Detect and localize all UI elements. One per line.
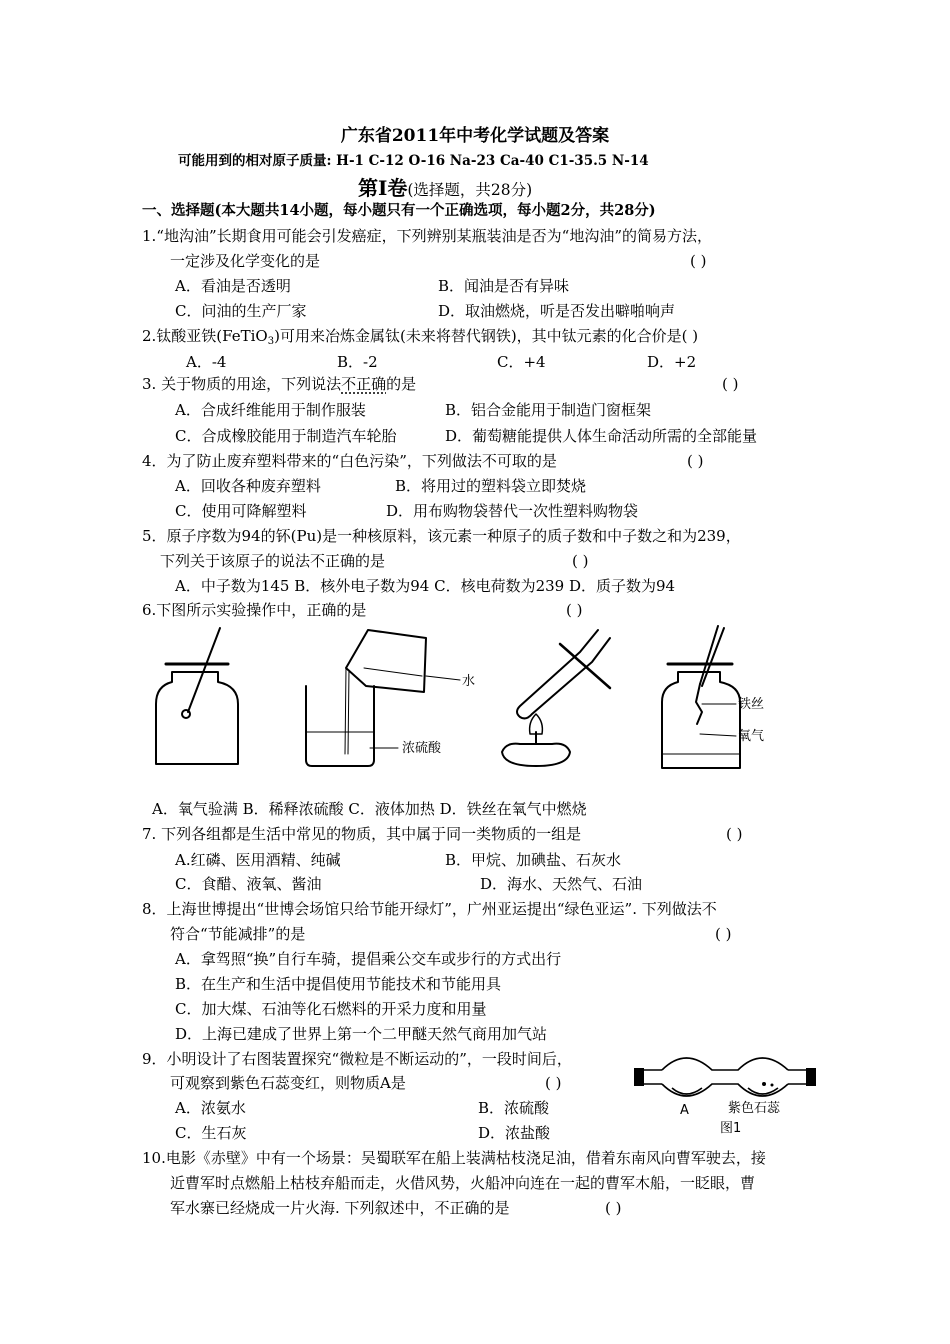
q10-stem-line1: 10.电影《赤壁》中有一个场景：吴蜀联军在船上装满枯枝浇足油，借着东南风向曹军驶去，接: [142, 1149, 766, 1167]
q2-subscript: 3: [267, 336, 275, 347]
q3-stem-emphasis: 不正确: [341, 375, 387, 393]
q1-stem-line2: 一定涉及化学变化的是: [170, 252, 321, 270]
fig-d-iron-burning: [662, 626, 740, 768]
q3-stem-pre: 3. 关于物质的用途，下列说法: [142, 375, 342, 393]
q8-stem-line1: 8．上海世博提出“世博会场馆只给节能开绿灯”，广州亚运提出“绿色亚运”. 下列做法不: [142, 900, 717, 918]
q8-answer-paren: ( ): [715, 925, 732, 943]
q2-stem-pre: 2.钛酸亚铁(FeTiO: [142, 327, 268, 345]
q7-option-a: A.红磷、医用酒精、纯碱: [175, 851, 341, 869]
fig1-label-a: A: [680, 1103, 689, 1118]
q5-answer-paren: ( ): [572, 552, 589, 570]
q7-answer-paren: ( ): [726, 825, 743, 843]
q7-stem: 7. 下列各组都是生活中常见的物质，其中属于同一类物质的一组是: [142, 825, 582, 843]
q2-option-d: D．+2: [647, 353, 697, 371]
q1-answer-paren: ( ): [690, 252, 707, 270]
q9-option-c: C．生石灰: [175, 1124, 247, 1142]
q1-option-a: A．看油是否透明: [175, 277, 291, 295]
q1-option-c: C．问油的生产厂家: [175, 302, 307, 320]
q8-option-a: A．拿驾照“换”自行车骑，提倡乘公交车或步行的方式出行: [175, 950, 562, 968]
q10-answer-paren: ( ): [605, 1199, 622, 1217]
fig-label-acid: 浓硫酸: [402, 741, 442, 756]
q1-stem-line1: 1.“地沟油”长期食用可能会引发癌症，下列辨别某瓶装油是否为“地沟油”的简易方法，: [142, 227, 712, 245]
volume-title: 第Ⅰ卷: [358, 176, 408, 200]
q1-option-d: D．取油燃烧，听是否发出噼啪响声: [438, 302, 676, 320]
q9-option-d: D．浓盐酸: [478, 1124, 551, 1142]
exam-title: 广东省2011年中考化学试题及答案: [340, 126, 610, 146]
q9-stem-line1: 9．小明设计了右图装置探究“微粒是不断运动的”，一段时间后，: [142, 1050, 572, 1068]
q8-stem-line2: 符合“节能减排”的是: [170, 925, 306, 943]
q5-stem-line2: 下列关于该原子的说法不正确的是: [160, 552, 386, 570]
q10-stem-line3: 军水寨已经烧成一片火海. 下列叙述中，不正确的是: [170, 1199, 510, 1217]
q2-option-b: B．-2: [337, 353, 378, 371]
q2-option-c: C．+4: [497, 353, 546, 371]
q6-experiment-figures: [140, 624, 780, 774]
fig-label-oxygen: 氧气: [738, 729, 765, 744]
q8-option-c: C．加大煤、石油等化石燃料的开采力度和用量: [175, 1000, 487, 1018]
q3-option-b: B．铝合金能用于制造门窗框架: [445, 401, 652, 419]
atomic-masses: 可能用到的相对原子质量: H-1 C-12 O-16 Na-23 Ca-40 C1-35.5 N-14: [178, 153, 649, 169]
q9-stem-line2: 可观察到紫色石蕊变红，则物质A是: [170, 1074, 406, 1092]
q6-options: A．氧气验满 B．稀释浓硫酸 C．液体加热 D．铁丝在氧气中燃烧: [152, 800, 587, 818]
q9-option-a: A．浓氨水: [175, 1099, 246, 1117]
q8-option-d: D．上海已建成了世界上第一个二甲醚天然气商用加气站: [175, 1025, 548, 1043]
q7-option-d: D．海水、天然气、石油: [480, 875, 643, 893]
q6-stem: 6.下图所示实验操作中，正确的是: [142, 601, 367, 619]
q3-answer-paren: ( ): [722, 375, 739, 393]
q2-option-a: A．-4: [186, 353, 227, 371]
q8-option-b: B．在生产和生活中提倡使用节能技术和节能用具: [175, 975, 502, 993]
q3-stem-post: 的是: [386, 375, 417, 393]
fig-label-water: 水: [462, 674, 476, 689]
q3-option-d: D．葡萄糖能提供人体生命活动所需的全部能量: [445, 427, 758, 445]
volume-heading: [358, 176, 532, 200]
q9-answer-paren: ( ): [545, 1074, 562, 1092]
q4-answer-paren: ( ): [687, 452, 704, 470]
fig1-label-litmus: 紫色石蕊: [728, 1101, 781, 1116]
q3-option-c: C．合成橡胶能用于制造汽车轮胎: [175, 427, 397, 445]
fig1-caption: 图1: [720, 1121, 742, 1136]
q9-option-b: B．浓硫酸: [478, 1099, 550, 1117]
fig-a-oxygen-test: [156, 628, 238, 764]
section-heading: 一、选择题(本大题共14小题，每小题只有一个正确选项，每小题2分，共28分): [142, 202, 656, 219]
q4-stem: 4．为了防止废弃塑料带来的“白色污染”，下列做法不可取的是: [142, 452, 557, 470]
q2-stem-post: )可用来冶炼金属钛(未来将替代钢铁)，其中钛元素的化合价是( ): [274, 327, 699, 345]
q4-option-b: B．将用过的塑料袋立即焚烧: [395, 477, 587, 495]
q4-option-a: A．回收各种废弃塑料: [175, 477, 321, 495]
q9-figure-1: [632, 1052, 822, 1138]
q2-stem: [142, 327, 698, 348]
q3-stem: [142, 375, 416, 393]
q7-option-c: C．食醋、液氧、酱油: [175, 875, 322, 893]
q4-option-d: D．用布购物袋替代一次性塑料购物袋: [386, 502, 639, 520]
q5-stem-line1: 5．原子序数为94的钚(Pu)是一种核原料，该元素一种原子的质子数和中子数之和为239，: [142, 527, 741, 545]
fig-c-heating: [502, 630, 610, 766]
q3-option-a: A．合成纤维能用于制作服装: [175, 401, 366, 419]
q1-option-b: B．闻油是否有异味: [438, 277, 570, 295]
q4-option-c: C．使用可降解塑料: [175, 502, 307, 520]
volume-subtitle: (选择题，共28分): [407, 181, 533, 199]
q10-stem-line2: 近曹军时点燃船上枯枝弃船而走，火借风势，火船冲向连在一起的曹军木船，一眨眼，曹: [170, 1174, 756, 1192]
q6-answer-paren: ( ): [566, 601, 583, 619]
q5-options: A．中子数为145 B．核外电子数为94 C．核电荷数为239 D．质子数为94: [175, 577, 676, 595]
q7-option-b: B．甲烷、加碘盐、石灰水: [445, 851, 622, 869]
fig-label-iron: 铁丝: [738, 697, 765, 712]
